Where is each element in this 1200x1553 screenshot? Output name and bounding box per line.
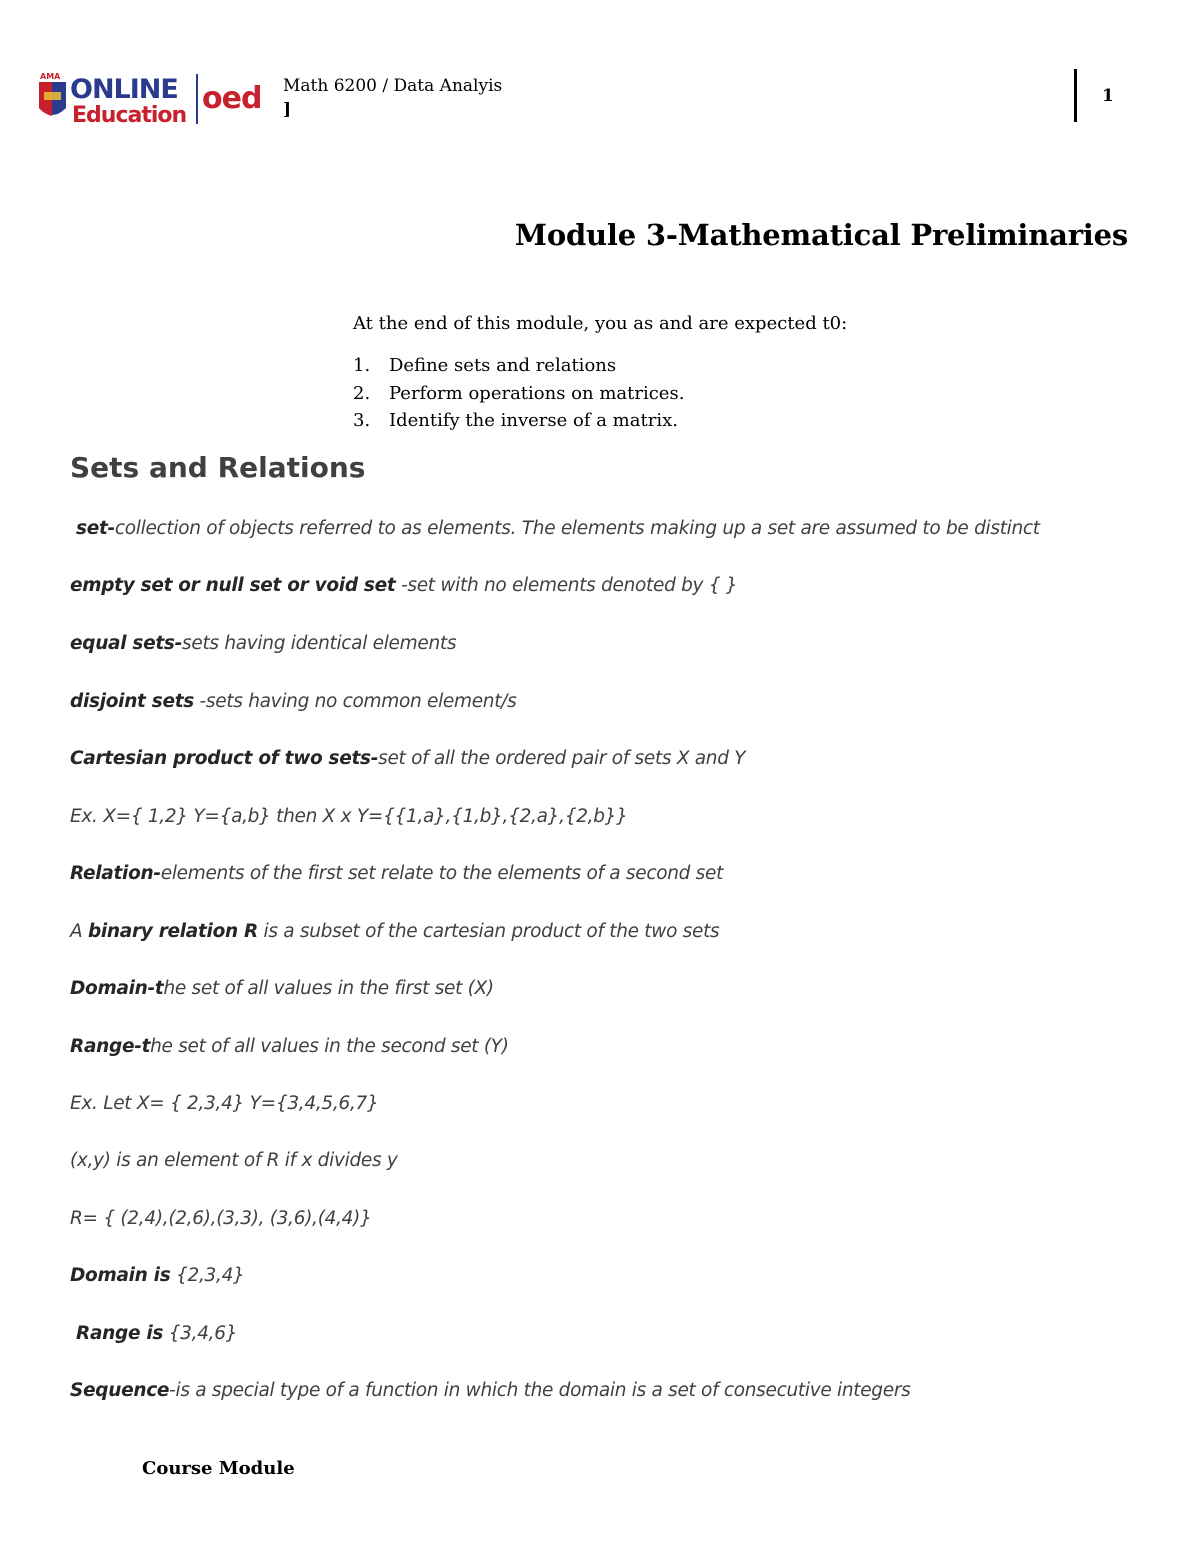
objective-item [353, 380, 684, 408]
course-title: Math 6200 / Data Analyis [283, 76, 503, 96]
definition-domain [70, 978, 494, 999]
definition-term: Domain is [70, 1265, 171, 1286]
page-number-divider [1074, 69, 1077, 122]
module-intro: At the end of this module, you as and are expected t0: [353, 313, 848, 334]
definition-term: binary relation R [87, 921, 258, 942]
example-text: Ex. Let X= { 2,3,4} Y={3,4,5,6,7} [70, 1093, 379, 1114]
example-text: Ex. X={ 1,2} Y={a,b} then X x Y={{1,a},{1,b},{2,a},{2,b}} [70, 806, 628, 827]
definition-text: -set with no elements denoted by { } [395, 575, 738, 596]
objective-text: Define sets and relations [389, 355, 617, 376]
definition-text: {2,3,4} [170, 1265, 245, 1286]
online-education-logo [36, 70, 276, 128]
logo-education-text: Education [72, 103, 187, 128]
course-title-bracket: ] [283, 100, 292, 120]
example-relation [70, 1208, 372, 1229]
definition-equal-sets [70, 633, 456, 654]
definition-term: set- [76, 518, 115, 539]
definition-term: Relation- [70, 863, 161, 884]
definition-relation [70, 863, 723, 884]
objective-item [353, 407, 684, 435]
definition-prefix: A [70, 921, 88, 942]
definition-text: he set of all values in the first set (X) [163, 978, 494, 999]
definition-sequence [70, 1380, 910, 1401]
definition-term: Sequence [70, 1380, 170, 1401]
definition-range [70, 1036, 509, 1057]
definition-term: Range-t [70, 1036, 151, 1057]
page-number: 1 [1102, 86, 1114, 106]
definition-set [76, 518, 1040, 539]
objective-number: 1. [353, 355, 371, 376]
example-cartesian [70, 806, 628, 827]
definition-binary-relation [70, 921, 719, 942]
section-heading: Sets and Relations [70, 451, 366, 484]
example-text: (x,y) is an element of R if x divides y [70, 1150, 398, 1171]
definition-cartesian-product [70, 748, 745, 769]
definition-text: sets having identical elements [182, 633, 457, 654]
definition-text: collection of objects referred to as elements. The elements making up a set are assumed to be distinct [114, 518, 1040, 539]
definition-text: he set of all values in the second set (Y) [150, 1036, 509, 1057]
example-sets [70, 1093, 378, 1114]
objectives-list [353, 352, 684, 435]
objective-item [353, 352, 684, 380]
definition-text: -is a special type of a function in which the domain is a set of consecutive integers [169, 1380, 911, 1401]
definition-text: set of all the ordered pair of sets X and Y [378, 748, 746, 769]
logo-online-text: ONLINE [70, 74, 178, 105]
module-title: Module 3-Mathematical Preliminaries [514, 218, 1128, 252]
page-header [0, 0, 1200, 140]
definition-term: empty set or null set or void set [70, 575, 396, 596]
definition-term: Cartesian product of two sets- [70, 748, 379, 769]
definition-text: elements of the first set relate to the elements of a second set [160, 863, 724, 884]
example-range [76, 1323, 237, 1344]
example-condition [70, 1150, 398, 1171]
example-text: R= { (2,4),(2,6),(3,3), (3,6),(4,4)} [70, 1208, 372, 1229]
definition-disjoint-sets [70, 691, 516, 712]
objective-number: 3. [353, 410, 371, 431]
definition-term: Domain-t [70, 978, 164, 999]
definition-term: Range is [76, 1323, 164, 1344]
logo-tag: AMA [40, 72, 61, 81]
definition-term: disjoint sets [70, 691, 194, 712]
objective-text: Identify the inverse of a matrix. [389, 410, 678, 431]
definition-text: is a subset of the cartesian product of the two sets [257, 921, 720, 942]
footer-label: Course Module [142, 1458, 295, 1479]
logo-oed-text: oed [202, 81, 262, 116]
example-domain [70, 1265, 245, 1286]
course-code [283, 74, 502, 122]
definition-text: -sets having no common element/s [193, 691, 517, 712]
definition-term: equal sets- [70, 633, 183, 654]
definition-empty-set [70, 575, 737, 596]
objective-text: Perform operations on matrices. [389, 382, 685, 404]
objective-number: 2. [353, 382, 371, 404]
definition-text: {3,4,6} [163, 1323, 238, 1344]
